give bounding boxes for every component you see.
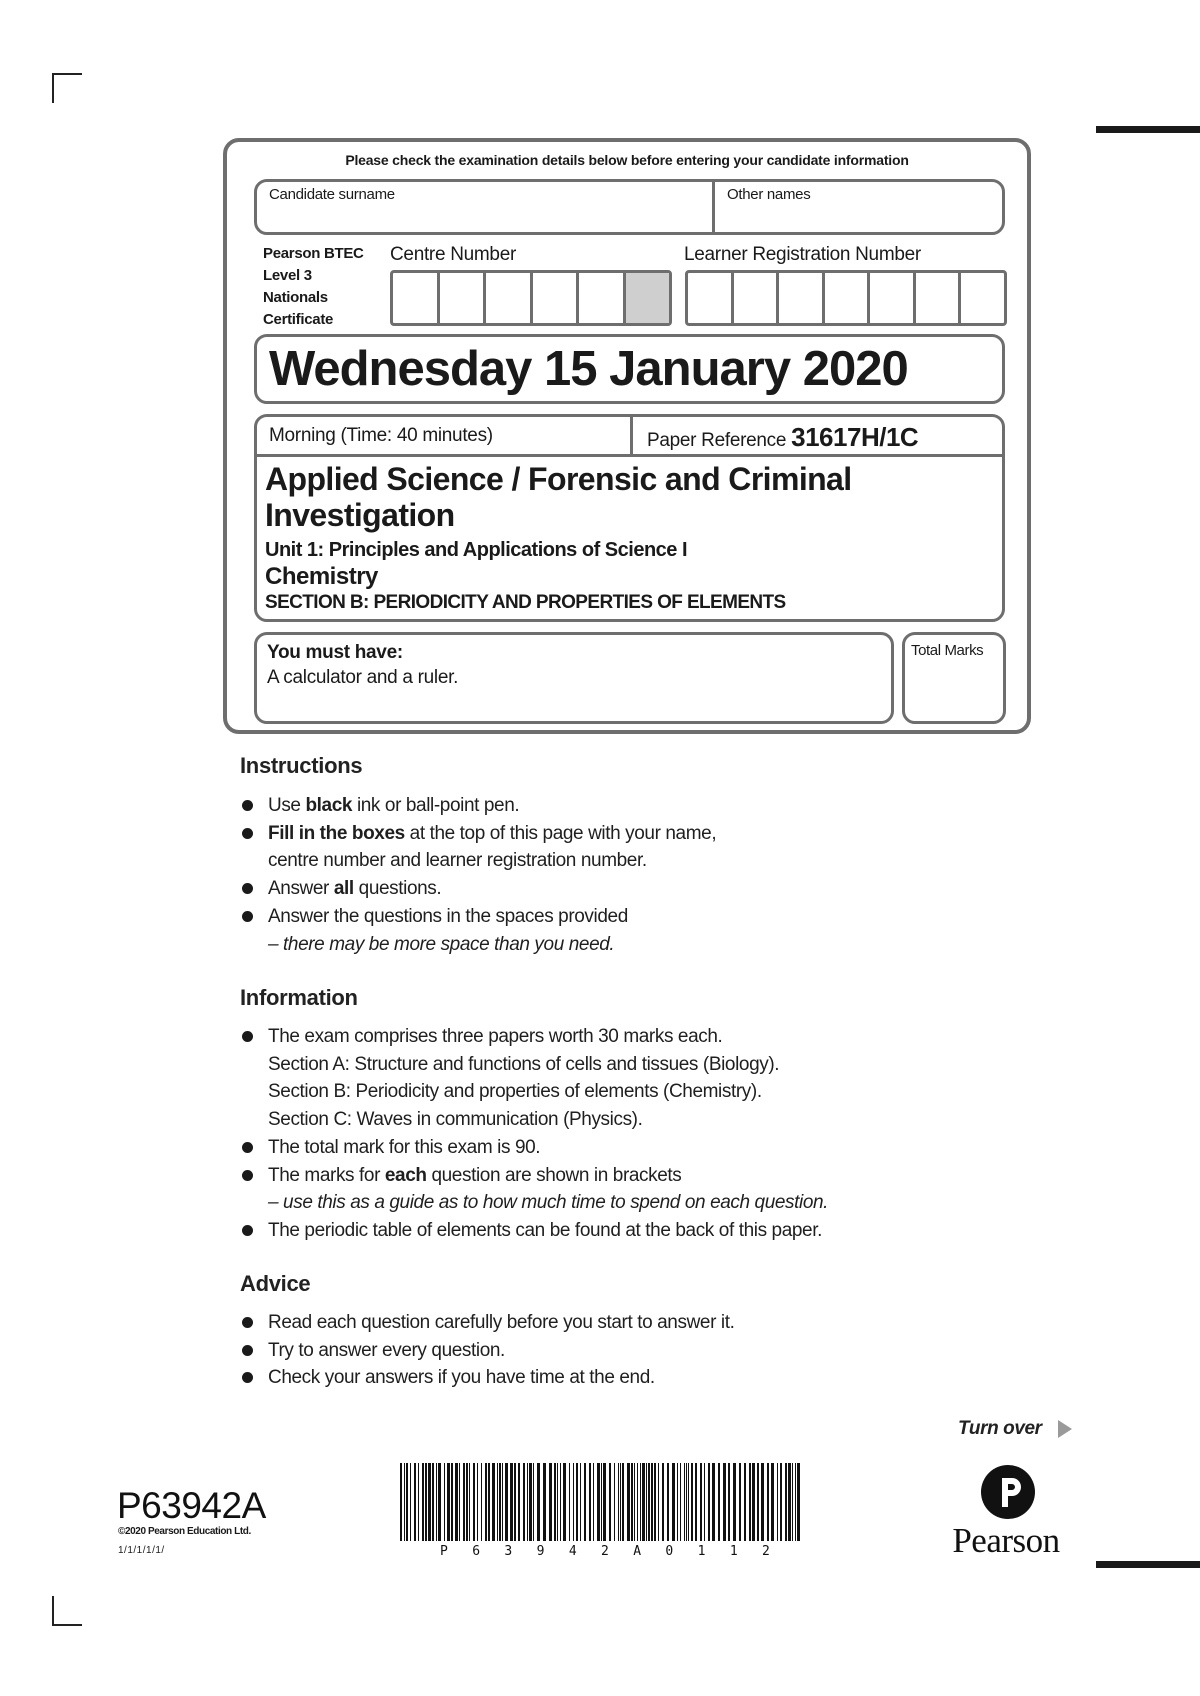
paper-reference-code: 31617H/1C [791, 422, 919, 452]
barcode-bar [723, 1463, 726, 1541]
exam-date-box [254, 334, 1005, 404]
learner-digit-box[interactable] [734, 273, 780, 323]
copyright-notice: ©2020 Pearson Education Ltd. [118, 1526, 251, 1537]
paper-reference-label: Paper Reference [647, 430, 787, 451]
barcode-bar [510, 1463, 513, 1541]
barcode-bar [704, 1463, 705, 1541]
barcode-bar [684, 1463, 685, 1541]
barcode-bar [563, 1463, 566, 1541]
barcode-bar [554, 1463, 556, 1541]
barcode-bar [444, 1463, 445, 1541]
barcode-bar [614, 1463, 615, 1541]
barcode-bar [646, 1463, 647, 1541]
barcode-bar [492, 1463, 495, 1541]
list-item: Answer the questions in the spaces provided – there may be more space than you need. [240, 903, 716, 958]
barcode-bar [488, 1463, 490, 1541]
barcode-bar [481, 1463, 482, 1541]
barcode-bar [631, 1463, 633, 1541]
barcode-bar [609, 1463, 611, 1541]
barcode-bar [438, 1463, 441, 1541]
turn-over-label: Turn over [958, 1418, 1042, 1439]
check-details-note: Please check the examination details below before entering your candidate information [345, 152, 909, 168]
centre-digit-box[interactable] [393, 273, 440, 323]
barcode-bar [680, 1463, 681, 1541]
barcode-bar [767, 1463, 769, 1541]
barcode-bar [589, 1463, 591, 1541]
barcode-bar [634, 1463, 635, 1541]
barcode-bar [527, 1463, 528, 1541]
barcode-bar [667, 1463, 669, 1541]
barcode-bar [447, 1463, 450, 1541]
barcode-bar [672, 1463, 675, 1541]
barcode-bar [627, 1463, 630, 1541]
learner-digit-box[interactable] [825, 273, 871, 323]
list-item: Read each question carefully before you start to answer it. [240, 1309, 734, 1337]
pearson-logo [941, 1465, 1071, 1565]
unit-title: Unit 1: Principles and Applications of Science I [265, 539, 688, 561]
total-marks-box[interactable] [902, 632, 1006, 724]
barcode-bar [691, 1463, 693, 1541]
barcode-bar [622, 1463, 624, 1541]
barcode-bar [695, 1463, 697, 1541]
barcode-bar [688, 1463, 689, 1541]
learner-registration-label: Learner Registration Number [684, 244, 921, 265]
advice-heading: Advice [240, 1271, 311, 1296]
barcode-bar [603, 1463, 606, 1541]
barcode-bar [404, 1463, 405, 1541]
barcode-bar [497, 1463, 498, 1541]
barcode-bar [708, 1463, 710, 1541]
barcode-bar [485, 1463, 487, 1541]
barcode-bar [771, 1463, 774, 1541]
candidate-surname-label: Candidate surname [269, 186, 395, 203]
barcode-bar [651, 1463, 653, 1541]
barcode-bar [451, 1463, 453, 1541]
you-must-have-heading: You must have: [267, 642, 403, 663]
session-row [257, 417, 1002, 457]
barcode-bar [733, 1463, 736, 1541]
barcode-bar [459, 1463, 460, 1541]
barcode-bar [777, 1463, 778, 1541]
barcode-bar [414, 1463, 416, 1541]
barcode-bar [739, 1463, 741, 1541]
barcode-bar [436, 1463, 437, 1541]
barcode-bar [752, 1463, 755, 1541]
barcode-bar [425, 1463, 427, 1541]
barcode-bar [780, 1463, 782, 1541]
list-item: Try to answer every question. [240, 1337, 734, 1365]
barcode-bar [718, 1463, 720, 1541]
other-names-field[interactable] [715, 182, 1002, 232]
barcode-bar [712, 1463, 715, 1541]
barcode-bar [557, 1463, 558, 1541]
barcode-bar [744, 1463, 746, 1541]
barcode-text: P 6 3 9 4 2 A 0 1 1 2 [440, 1544, 770, 1559]
barcode-bar [700, 1463, 702, 1541]
barcode-bar [428, 1463, 431, 1541]
barcode-bar [648, 1463, 650, 1541]
barcode-bar [573, 1463, 574, 1541]
you-must-have-box [254, 632, 894, 724]
barcode-bar [728, 1463, 730, 1541]
pearson-p-icon [981, 1465, 1035, 1519]
barcode-bar [469, 1463, 470, 1541]
learner-digit-box[interactable] [916, 273, 962, 323]
learner-digit-box[interactable] [688, 273, 734, 323]
barcode-bar [537, 1463, 540, 1541]
learner-digit-box[interactable] [870, 273, 916, 323]
centre-number-label: Centre Number [390, 244, 516, 265]
candidate-surname-field[interactable] [257, 182, 715, 232]
paper-code: P63942A [117, 1485, 266, 1526]
centre-digit-box[interactable] [440, 273, 487, 323]
barcode-bar [785, 1463, 787, 1541]
crop-mark-bottom-left [52, 1596, 82, 1626]
barcode-bar [529, 1463, 532, 1541]
print-code: 1/1/1/1/1/ [118, 1545, 165, 1556]
barcode-bar [788, 1463, 791, 1541]
paper-details-box [254, 414, 1005, 622]
barcode-bar [686, 1463, 687, 1541]
barcode-bar [543, 1463, 546, 1541]
barcode-bar [654, 1463, 656, 1541]
list-item: Check your answers if you have time at the end. [240, 1364, 734, 1392]
exam-date: Wednesday 15 January 2020 [269, 342, 908, 396]
barcode-bar [584, 1463, 586, 1541]
barcode-bar [473, 1463, 475, 1541]
barcode-bar [642, 1463, 645, 1541]
barcode-bar [499, 1463, 501, 1541]
barcode-bar [463, 1463, 465, 1541]
barcode-bar [410, 1463, 411, 1541]
barcode-bar [601, 1463, 602, 1541]
discipline-title: Chemistry [265, 563, 378, 590]
total-marks-label: Total Marks [911, 642, 984, 659]
crop-mark-top-left [52, 73, 82, 103]
learner-digit-box[interactable] [779, 273, 825, 323]
list-item: The marks for each question are shown in brackets – use this as a guide as to how much time to spend on each question. [240, 1162, 828, 1217]
centre-digit-box[interactable] [486, 273, 533, 323]
instructions-heading: Instructions [240, 753, 363, 778]
qualification-label: Pearson BTEC Level 3 Nationals Certificate [263, 245, 364, 328]
session-cell [257, 417, 633, 454]
other-names-label: Other names [727, 186, 811, 203]
candidate-name-box [254, 179, 1005, 235]
barcode-bar [560, 1463, 561, 1541]
learner-registration-boxes [685, 270, 1007, 326]
centre-number-boxes [390, 270, 672, 326]
barcode-bar [549, 1463, 552, 1541]
barcode-bar [455, 1463, 458, 1541]
barcode-bar [518, 1463, 520, 1541]
barcode-bar [618, 1463, 619, 1541]
barcode-bar [523, 1463, 525, 1541]
barcode-bar [593, 1463, 594, 1541]
centre-digit-box[interactable] [579, 273, 626, 323]
barcode-bar [466, 1463, 468, 1541]
edge-marker-bottom [1096, 1561, 1200, 1568]
edge-marker-top [1096, 126, 1200, 133]
instructions-list [240, 792, 716, 958]
barcode-bar [662, 1463, 664, 1541]
barcode-bar [757, 1463, 759, 1541]
learner-digit-box[interactable] [961, 273, 1004, 323]
barcode-bar [792, 1463, 793, 1541]
barcode-bar [658, 1463, 659, 1541]
list-item: Use black ink or ball-point pen. [240, 792, 716, 820]
subject-title: Applied Science / Forensic and Criminal Investigation [265, 461, 852, 533]
barcode-bar [422, 1463, 424, 1541]
session-time: Morning (Time: 40 minutes) [269, 425, 493, 446]
barcode-bar [761, 1463, 764, 1541]
list-item: The total mark for this exam is 90. [240, 1134, 828, 1162]
barcode-bar [406, 1463, 408, 1541]
barcode-bar [477, 1463, 478, 1541]
list-item: Answer all questions. [240, 875, 716, 903]
advice-list [240, 1309, 734, 1392]
barcode-bar [569, 1463, 570, 1541]
centre-digit-box-shaded [626, 273, 670, 323]
you-must-have-text: A calculator and a ruler. [267, 667, 459, 688]
barcode-bar [432, 1463, 434, 1541]
list-item: The periodic table of elements can be found at the back of this paper. [240, 1217, 828, 1245]
paper-reference [647, 422, 918, 453]
centre-digit-box[interactable] [533, 273, 580, 323]
barcode-bar [677, 1463, 678, 1541]
barcode-bar [597, 1463, 600, 1541]
barcode-bar [749, 1463, 751, 1541]
barcode-bar [502, 1463, 503, 1541]
list-item: Fill in the boxes at the top of this page with your name, centre number and learner registration number. [240, 820, 716, 875]
barcode-bar [505, 1463, 508, 1541]
section-title: SECTION B: PERIODICITY AND PROPERTIES OF ELEMENTS [265, 592, 786, 613]
barcode-bar [533, 1463, 534, 1541]
barcode-bar [400, 1463, 402, 1541]
information-list [240, 1023, 828, 1245]
barcode-bar [576, 1463, 578, 1541]
list-item: The exam comprises three papers worth 30 marks each. Section A: Structure and functions of cells and tissues (Biology). Section B: Periodicity and properties of elements (Chemistry). Section C: Waves in communication (Physics). [240, 1023, 828, 1134]
barcode-bar [580, 1463, 581, 1541]
barcode-bar [637, 1463, 638, 1541]
pearson-wordmark: Pearson [952, 1521, 1060, 1560]
barcode-bar [795, 1463, 796, 1541]
exam-details-panel [223, 138, 1031, 734]
barcode-bar [620, 1463, 621, 1541]
information-heading: Information [240, 985, 358, 1010]
turn-over-arrow-icon [1058, 1420, 1072, 1438]
barcode-bar [797, 1463, 800, 1541]
barcode-bar [640, 1463, 641, 1541]
barcode-icon [400, 1463, 800, 1541]
barcode-bar [418, 1463, 419, 1541]
barcode-bar [514, 1463, 516, 1541]
